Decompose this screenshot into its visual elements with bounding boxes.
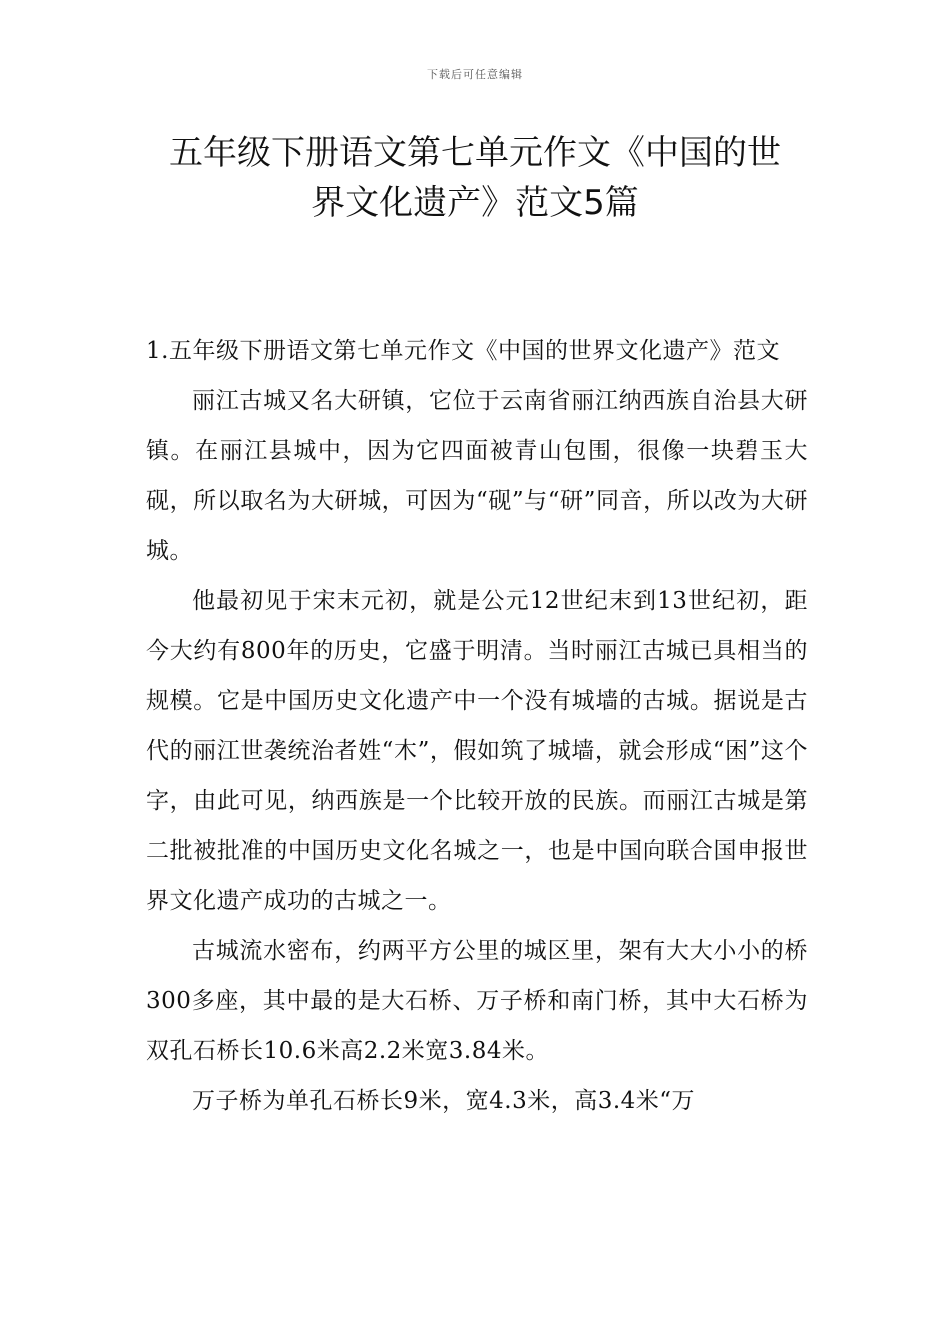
body-paragraph: 古城流水密布，约两平方公里的城区里，架有大大小小的桥300多座，其中最的是大石桥、万子桥和南门桥，其中大石桥为双孔石桥长10.6米高2.2米宽3.84米。 bbox=[146, 938, 808, 1064]
body-paragraph: 他最初见于宋末元初，就是公元12世纪末到13世纪初，距今大约有800年的历史，它盛于明清。当时丽江古城已具相当的规模。它是中国历史文化遗产中一个没有城墙的古城。据说是古代的丽江世袭统治者姓“木”，假如筑了城墙，就会形成“困”这个字，由此可见，纳西族是一个比较开放的民族。而丽江古城是第二批被批准的中国历史文化名城之一，也是中国向联合国申报世界文化遗产成功的古城之一。 bbox=[146, 588, 808, 914]
header-note: 下载后可任意编辑 bbox=[427, 68, 523, 81]
title-line-1: 五年级下册语文第七单元作文《中国的世 bbox=[169, 133, 781, 173]
document-title bbox=[140, 128, 810, 228]
title-line-2: 界文化遗产》范文5篇 bbox=[311, 183, 639, 223]
section-heading: 1.五年级下册语文第七单元作文《中国的世界文化遗产》范文 bbox=[146, 338, 780, 364]
body-paragraph: 丽江古城又名大研镇，它位于云南省丽江纳西族自治县大研镇。在丽江县城中，因为它四面被青山包围，很像一块碧玉大砚，所以取名为大研城，可因为“砚”与“研”同音，所以改为大研城。 bbox=[146, 388, 808, 564]
body-paragraph: 万子桥为单孔石桥长9米，宽4.3米，高3.4米“万 bbox=[192, 1088, 696, 1114]
document-body bbox=[146, 326, 808, 1126]
